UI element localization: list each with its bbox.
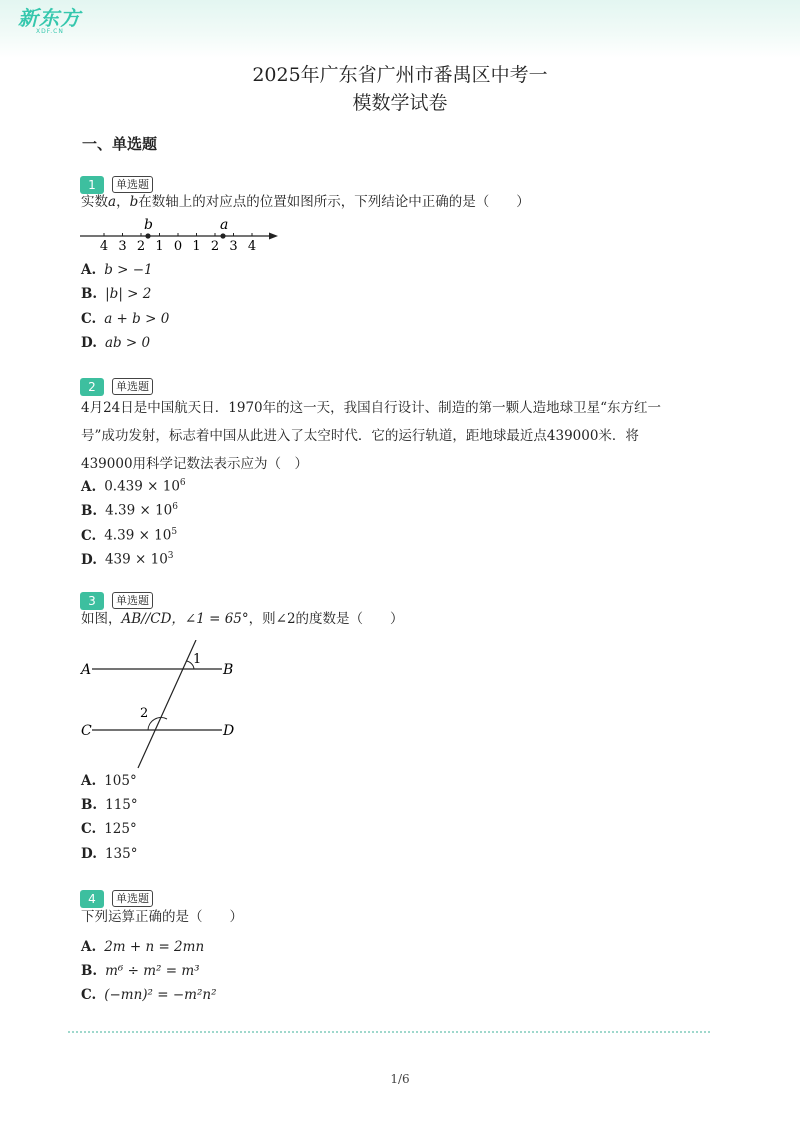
- option-text: 4.39 × 10: [105, 502, 173, 519]
- option-letter: B.: [81, 286, 98, 302]
- stem-line: 439000用科学记数法表示应为（ ）: [81, 456, 309, 472]
- option-letter: A.: [81, 939, 97, 955]
- question-2-header: [80, 376, 153, 394]
- question-3-stem: [81, 605, 701, 633]
- tick-label: 2: [136, 239, 146, 254]
- tick-label: 2: [210, 239, 220, 254]
- option-text: 439 × 10: [104, 551, 168, 568]
- angle-1-label: 1: [193, 652, 202, 667]
- question-type-tag: 单选题: [112, 890, 153, 907]
- page-number: 1/6: [390, 1072, 410, 1086]
- option-letter: A.: [81, 478, 97, 495]
- tick-label: 0: [173, 239, 183, 254]
- option-letter: A.: [81, 262, 97, 278]
- q4-option-a[interactable]: [81, 938, 204, 956]
- transversal-line: [138, 640, 196, 768]
- point-c-label: C: [81, 723, 92, 739]
- question-type-tag: 单选题: [112, 176, 153, 193]
- q2-option-b[interactable]: [81, 498, 178, 520]
- option-letter: D.: [81, 551, 97, 568]
- question-type-tag: 单选题: [112, 378, 153, 395]
- option-text: a + b > 0: [104, 311, 170, 327]
- q1-option-d[interactable]: [81, 334, 150, 352]
- option-letter: B.: [81, 963, 98, 979]
- option-letter: C.: [81, 821, 97, 837]
- option-exponent: 6: [179, 478, 186, 488]
- option-letter: C.: [81, 527, 97, 544]
- stem-text: 实数: [81, 194, 108, 210]
- option-text: 0.439 × 10: [104, 478, 180, 495]
- option-text: m⁶ ÷ m² = m³: [105, 963, 200, 979]
- header-band: [0, 0, 800, 58]
- section-title: 一、单选题: [82, 135, 158, 153]
- stem-text: 在数轴上的对应点的位置如图所示，下列结论中正确的是（ ）: [138, 194, 530, 210]
- question-2-stem: [81, 394, 701, 478]
- q3-option-c[interactable]: [81, 820, 137, 838]
- question-number: 3: [80, 592, 104, 610]
- tick-label: 1: [192, 239, 201, 254]
- exam-title-line1: 2025年广东省广州市番禺区中考一: [252, 64, 548, 86]
- stem-line: 号”成功发射，标志着中国从此进入了太空时代．它的运行轨道，距地球最近点439000米．将: [81, 428, 639, 444]
- point-b-dot: [145, 233, 150, 238]
- exam-title-line2: 模数学试卷: [352, 92, 448, 114]
- logo-text: 新东方: [18, 6, 81, 30]
- option-text: 4.39 × 10: [104, 527, 172, 544]
- question-4-stem: 下列运算正确的是（ ）: [81, 909, 243, 925]
- q1-option-b[interactable]: [81, 285, 151, 303]
- q2-option-a[interactable]: [81, 474, 186, 496]
- stem-line: 4月24日是中国航天日．1970年的这一天，我国自行设计、制造的第一颗人造地球卫星“东方红一: [81, 400, 662, 416]
- tick-label: 4: [99, 239, 109, 254]
- question-number: 1: [80, 176, 104, 194]
- option-letter: C.: [81, 311, 97, 327]
- stem-math: AB//CD，∠1 = 65°: [121, 611, 249, 627]
- option-text: |b| > 2: [105, 286, 152, 302]
- option-text: 135°: [104, 846, 138, 862]
- stem-text: ，则∠2的度数是（ ）: [248, 611, 404, 627]
- page-divider: [68, 1031, 710, 1033]
- stem-text: 如图，: [81, 611, 122, 627]
- parallel-lines-figure: [78, 640, 258, 770]
- option-letter: D.: [81, 846, 97, 862]
- option-letter: B.: [81, 502, 98, 519]
- option-text: b > −1: [104, 262, 153, 278]
- q3-option-b[interactable]: [81, 796, 138, 814]
- tick-label: 3: [118, 239, 127, 254]
- option-text: ab > 0: [104, 335, 151, 351]
- option-exponent: 6: [172, 502, 178, 512]
- point-b-label: b: [144, 217, 153, 233]
- arrow-icon: [269, 233, 278, 240]
- q3-option-d[interactable]: [81, 845, 137, 863]
- tick-label: 4: [247, 239, 257, 254]
- option-exponent: 5: [171, 527, 178, 537]
- point-a-dot: [220, 233, 225, 238]
- angle-2-label: 2: [140, 706, 149, 721]
- option-letter: C.: [81, 987, 97, 1003]
- option-text: 105°: [104, 773, 137, 789]
- option-text: (−mn)² = −m²n²: [104, 987, 217, 1003]
- tick-label: 1: [155, 239, 164, 254]
- option-letter: D.: [81, 335, 97, 351]
- question-number: 2: [80, 378, 104, 396]
- q3-option-a[interactable]: [81, 772, 137, 790]
- point-a-label: A: [81, 662, 92, 678]
- option-exponent: 3: [167, 551, 174, 561]
- q2-option-d[interactable]: [81, 547, 174, 569]
- option-text: 2m + n = 2mn: [104, 939, 205, 955]
- brand-logo: [18, 8, 81, 35]
- option-letter: B.: [81, 797, 98, 813]
- q1-option-c[interactable]: [81, 310, 169, 328]
- var-b: b: [129, 194, 139, 210]
- option-text: 115°: [105, 797, 138, 813]
- q1-option-a[interactable]: [81, 261, 153, 279]
- stem-text: ，: [116, 194, 130, 210]
- q4-option-b[interactable]: [81, 962, 200, 980]
- q2-option-c[interactable]: [81, 523, 177, 545]
- logo-subtext: XDF.CN: [36, 28, 64, 35]
- question-number: 4: [80, 890, 104, 908]
- point-a-label: a: [220, 217, 229, 233]
- q4-option-c[interactable]: [81, 986, 217, 1004]
- point-b-label: B: [223, 662, 234, 678]
- tick-label: 3: [229, 239, 238, 254]
- option-letter: A.: [81, 773, 97, 789]
- option-text: 125°: [104, 821, 137, 837]
- number-line-figure: [78, 212, 288, 254]
- point-d-label: D: [223, 723, 235, 739]
- question-type-tag: 单选题: [112, 592, 153, 609]
- var-a: a: [108, 194, 117, 210]
